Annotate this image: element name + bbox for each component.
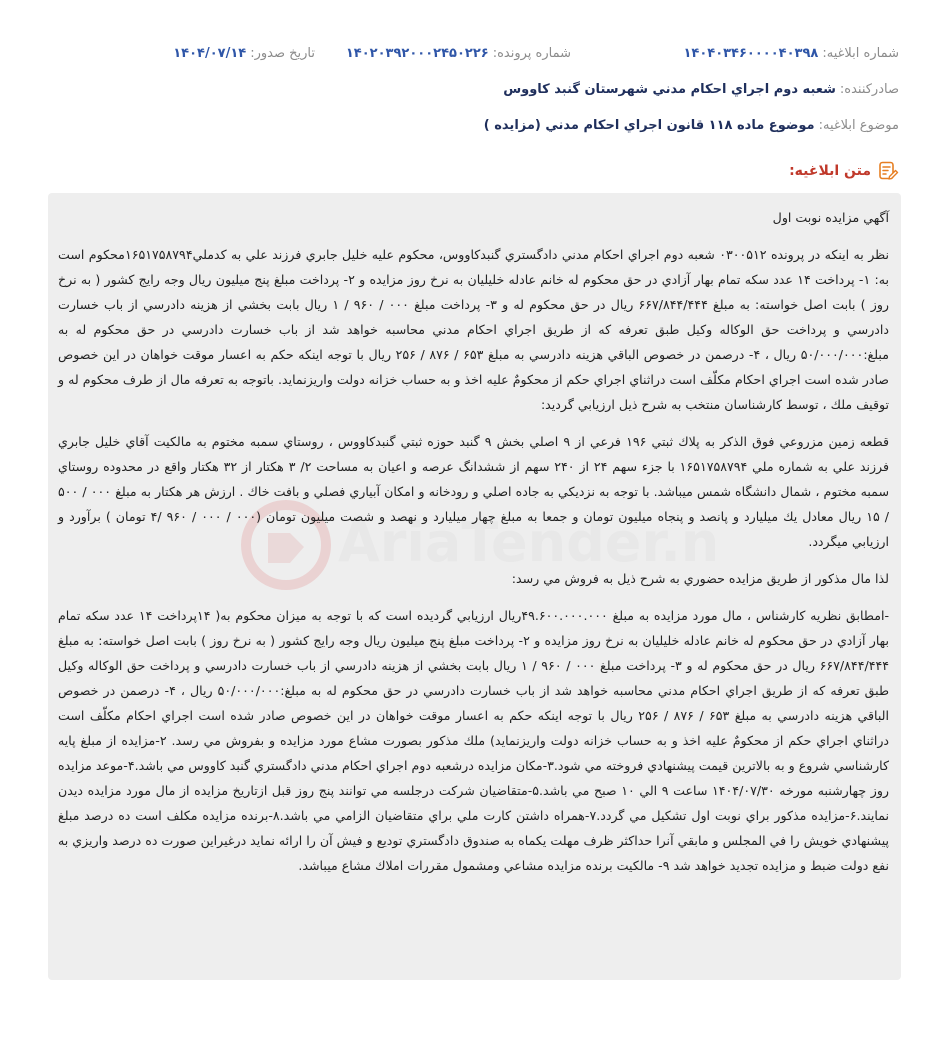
case-number-label: شماره پرونده: [492,46,571,61]
subject-label: موضوع ابلاغیه: [818,118,899,133]
issuer-label: صادرکننده: [839,82,899,97]
notice-paragraph-1: نظر به اينكه در پرونده ۰۳۰۰۵۱۲ شعبه دوم اجراي احكام مدني دادگستري گنبدكاووس، محكوم عليه خليل جابري فرزند علي به كدملي۱۶۵۱۷۵۸۷۹۴محكوم است به: ۱- پرداخت ۱۴ عدد سكه تمام بهار آزادي در حق محكوم له خانم عادله خليليان به نرخ روز مزايده و ۲- پرداخت مبلغ پنج ميليون ريال وجه رايج كشور ( به نرخ روز ) بابت اصل خواسته: به مبلغ ۶۶۷/۸۴۴/۴۴۴ ريال در حق محكوم له و ۳- پرداخت مبلغ ۰۰۰ / ۹۶۰ / ۱ ريال بابت بخشي از هزينه دادرسي از باب خسارت دادرسي و پرداخت حق الوكاله وكيل طبق تعرفه كه از طريق اجراي احكام مدني محاسبه خواهد شد از باب خسارت دادرسي در حق محكوم له به مبلغ:۵۰/۰۰۰/۰۰۰ ريال ، ۴- درصمن در خصوص الباقي هزينه دادرسي به مبلغ ۶۵۳ / ۸۷۶ / ۲۵۶ ريال با توجه اينكه حكم به اعسار موقت خواهان در اين خصوص صادر شده است اجراي احكام مكلّف است دراثناي اجراي حكم از محكومٌ عليه اخذ و به حساب خزانه دولت واريزنمايد. باتوجه به تعرفه مال از طرف محكوم له و توقيف ملك ، توسط كارشناسان منتخب به شرح ذيل ارزيابي گرديد: [58,247,889,412]
issue-date-value: ۱۴۰۴/۰۷/۱۴ [173,46,247,61]
case-number-group [346,46,571,61]
notice-section-title [789,160,899,182]
notice-paragraph-2: قطعه زمين مزروعي فوق الذكر به پلاك ثبتي ۱۹۶ فرعي از ۹ اصلي بخش ۹ گنبد حوزه ثبتي گنبدكاووس ، روستاي سمبه مختوم به مالكيت آقاي خليل جابري فرزند علي به شماره ملي ۱۶۵۱۷۵۸۷۹۴ با جزء سهم ۲۴ از ۲۴۰ سهم از ششدانگ عرصه و اعيان به مساحت ۲/ ۳ هكتار از ۳۲ هكتار واقع در محدوده روستاي سمبه مختوم ، شمال دانشگاه شمس ميباشد. با توجه به نزديكي به جاده اصلي و رودخانه و امكان آبياري فصلي و بافت خاك . ارزش هر هكتار به مبلغ ۰۰۰ / ۵۰۰ / ۱۵ ريال معادل يك ميليارد و پانصد و پنجاه ميليون تومان و جمعا به مبلغ چهار ميليارد و نهصد و شصت ميليون تومان (۰۰۰ / ۰۰۰ / ۹۶۰ /۴ تومان ) برآورد و ارزيابي ميگردد. [58,434,890,549]
notice-heading: آگهي مزايده نوبت اول [772,210,889,225]
issue-date-group [173,46,315,61]
notice-text-box [48,193,901,980]
issue-date-label: تاریخ صدور: [250,46,315,61]
svg-text:AriaTender.net: AriaTender.n [338,511,718,574]
notice-paragraph-3: لذا مال مذكور از طريق مزايده حضوري به شرح ذيل به فروش مي رسد: [511,571,889,586]
notice-number-label: شماره ابلاغیه: [822,46,899,61]
issuer-row [40,82,899,97]
subject-row [40,118,899,133]
subject-value: موضوع ماده ۱۱۸ قانون اجراي احكام مدني (مزايده ) [483,118,815,133]
notice-body [58,205,889,878]
document-edit-icon [877,160,899,182]
notice-section-title-text: متن ابلاغیه: [789,163,871,179]
notice-paragraph-4: -امطابق نظريه كارشناس ، مال مورد مزايده به مبلغ ۴۹.۶۰۰.۰۰۰.۰۰۰ريال ارزيابي گرديده است كه با توجه به ميزان محكوم به( ۱۴پرداخت ۱۴ عدد سكه تمام بهار آزادي در حق محكوم له خانم عادله خليليان به نرخ روز مزايده و ۲- پرداخت مبلغ پنج ميليون ريال وجه رايج كشور ( به نرخ روز ) بابت اصل خواسته: به مبلغ ۶۶۷/۸۴۴/۴۴۴ ريال در حق محكوم له و ۳- پرداخت مبلغ ۰۰۰ / ۹۶۰ / ۱ ريال بابت بخشي از هزينه دادرسي از باب خسارت دادرسي و پرداخت حق الوكاله وكيل طبق تعرفه كه از طريق اجراي احكام مدني محاسبه خواهد شد از باب خسارت دادرسي در حق محكوم له به مبلغ:۵۰/۰۰۰/۰۰۰ ريال ، ۴- درصمن در خصوص الباقي هزينه دادرسي به مبلغ ۶۵۳ / ۸۷۶ / ۲۵۶ ريال با توجه اينكه حكم به اعسار موقت خواهان در اين خصوص صادر شده است اجراي احكام مكلّف است دراثناي اجراي حكم از محكومٌ عليه اخذ و به حساب خزانه دولت واريزنمايد) ملك مذكور بصورت مشاع مورد مزايده و بفروش مي رسد. ۲-مزايده از مبلغ پايه كارشناسي شروع و به بالاترين قيمت پيشنهادي فروخته مي شود.۳-مكان مزايده درشعبه دوم اجراي احكام مدني دادگستري گنبد كاووس مي باشد.۴-موعد مزايده روز چهارشنبه مورخه ۱۴۰۴/۰۷/۳۰ ساعت ۹ الي ۱۰ صبح مي باشد.۵-متقاضيان شركت درجلسه مي توانند پنج روز قبل ازتاريخ مزايده از مال مورد مزايده ديدن نمايند.۶-مزايده مذكور براي نوبت اول تشكيل مي گردد.۷-همراه داشتن كارت ملي براي متقاضيان الزامي مي باشد.۸-برنده مزايده مكلف است ده درصد مبلغ پيشنهادي خويش را في المجلس و مابقي آنرا حداكثر ظرف مهلت يكماه به صندوق دادگستري توديع و فيش آن را ارائه نمايد درغيراين صورت ده درصد واريزي به نفع دولت ضبط و مزايده تجديد خواهد شد ۹- مالكيت برنده مزايده مشاعي ومشمول مقررات املاك مشاع ميباشد. [57,608,890,873]
issuer-value: شعبه دوم اجراي احكام مدني شهرستان گنبد كاووس [503,82,836,97]
notice-number-value: ۱۴۰۴۰۳۴۶۰۰۰۰۴۰۳۹۸ [683,46,819,61]
notice-number-group [683,46,899,61]
case-number-value: ۱۴۰۲۰۳۹۲۰۰۰۲۴۵۰۲۲۶ [345,46,489,61]
